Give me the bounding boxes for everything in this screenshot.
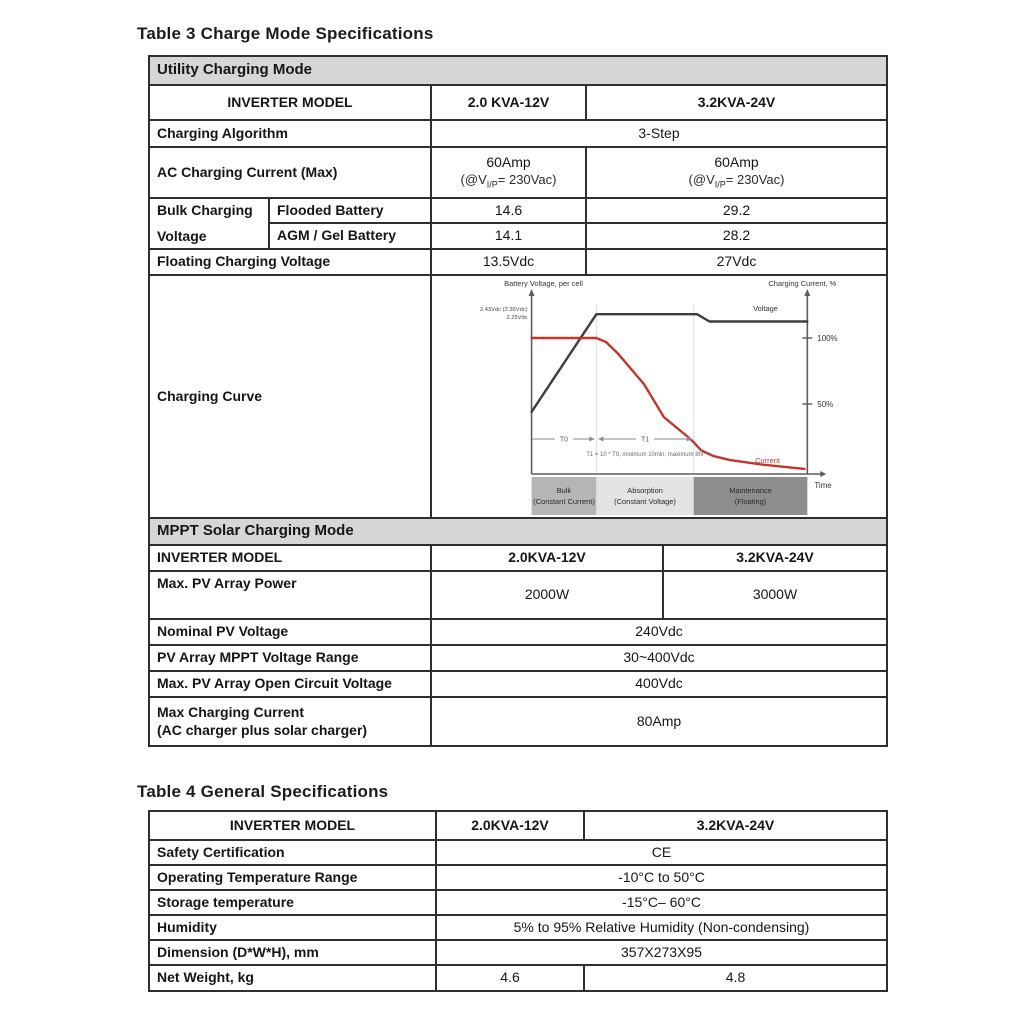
max-charging-current-line1: Max Charging Current (157, 704, 305, 720)
net-weight-label: Net Weight, kg (149, 965, 436, 991)
max-charging-current-line2: (AC charger plus solar charger) (157, 721, 368, 738)
voltage-ref-2: 2.25Vdc (506, 314, 528, 322)
bulk-label-line1: Bulk Charging (157, 201, 253, 218)
phase-name: Bulk (556, 485, 572, 496)
left-axis-title: Battery Voltage, per cell (504, 278, 583, 289)
max-pv-power-24v: 3000W (663, 571, 887, 619)
floating-value-24v: 27Vdc (586, 249, 887, 275)
agm-value-24v: 28.2 (586, 223, 887, 249)
right-tick-label: 50% (817, 399, 834, 409)
ac-charging-current-12v (431, 147, 586, 198)
pv-mppt-voltage-range-value: 30~400Vdc (431, 645, 887, 671)
mppt-model-col2: 3.2KVA-24V (663, 545, 887, 571)
net-weight-12v: 4.6 (436, 965, 584, 991)
max-pv-power-12v: 2000W (431, 571, 663, 619)
nominal-pv-voltage-value: 240Vdc (431, 619, 887, 645)
table3-title: Table 3 Charge Mode Specifications (137, 24, 434, 43)
phase-sub: (Constant Voltage) (614, 496, 676, 507)
ac-charging-current-label: AC Charging Current (Max) (149, 147, 431, 198)
bulk-charging-voltage-label (149, 198, 269, 249)
humidity-value: 5% to 95% Relative Humidity (Non-condensing) (436, 915, 887, 940)
t1-label: T1 (640, 436, 650, 444)
charging-algorithm-label: Charging Algorithm (149, 120, 431, 147)
utility-charging-table (148, 55, 888, 519)
max-charging-current-label (149, 697, 431, 746)
charging-curve-svg (432, 276, 886, 517)
charging-curve-label: Charging Curve (149, 275, 431, 518)
ac-current-amp-24v: 60Amp (714, 154, 759, 171)
cond-sub: I/P (486, 179, 498, 190)
dimension-value: 357X273X95 (436, 940, 887, 965)
operating-temperature-label: Operating Temperature Range (149, 865, 436, 890)
mppt-model-col1: 2.0KVA-12V (431, 545, 663, 571)
floating-value-12v: 13.5Vdc (431, 249, 586, 275)
flooded-value-24v: 29.2 (586, 198, 887, 223)
phase-sub: (Floating) (734, 496, 767, 507)
voltage-label: Voltage (753, 303, 778, 314)
table4-title: Table 4 General Specifications (137, 782, 389, 801)
nominal-pv-voltage-label: Nominal PV Voltage (149, 619, 431, 645)
storage-temperature-value: -15°C– 60°C (436, 890, 887, 915)
safety-certification-value: CE (436, 840, 887, 865)
cond-post: = 230Vac) (497, 171, 557, 187)
voltage-ref-1: 2.43Vdc (2.35Vdc) (479, 306, 528, 314)
humidity-label: Humidity (149, 915, 436, 940)
agm-value-12v: 14.1 (431, 223, 586, 249)
bulk-label-line2: Voltage (157, 228, 207, 244)
utility-model-col2: 3.2KVA-24V (586, 85, 887, 120)
charging-algorithm-value: 3-Step (431, 120, 887, 147)
max-charging-current-value: 80Amp (431, 697, 887, 746)
cond-sub: I/P (714, 179, 726, 190)
t-note: T1 = 10 * T0, minimum 10min; maximum 8hr (586, 451, 704, 459)
operating-temperature-value: -10°C to 50°C (436, 865, 887, 890)
ac-current-condition-24v (594, 172, 879, 191)
right-tick-label: 100% (817, 333, 838, 343)
current-label: Current (755, 455, 780, 466)
phase-sub: (Constant Current) (533, 496, 595, 507)
general-table (148, 810, 888, 992)
general-spec-table (148, 810, 888, 992)
current-line (532, 338, 805, 469)
mppt-section-header: MPPT Solar Charging Mode (149, 518, 887, 545)
dimension-label: Dimension (D*W*H), mm (149, 940, 436, 965)
phase-name: Maintenance (729, 485, 772, 496)
utility-section-header: Utility Charging Mode (149, 56, 887, 85)
cond-post: = 230Vac) (725, 171, 785, 187)
voltage-line (532, 314, 808, 412)
mppt-inverter-model-label: INVERTER MODEL (149, 545, 431, 571)
charge-mode-spec-table (148, 55, 888, 747)
utility-model-col1: 2.0 KVA-12V (431, 85, 586, 120)
general-inverter-model-label: INVERTER MODEL (149, 811, 436, 840)
general-model-col1: 2.0KVA-12V (436, 811, 584, 840)
ac-current-amp-12v: 60Amp (486, 154, 531, 171)
agm-gel-battery-label: AGM / Gel Battery (269, 223, 431, 249)
cond-pre: (@V (688, 171, 715, 187)
charging-curve-chart (432, 276, 886, 517)
storage-temperature-label: Storage temperature (149, 890, 436, 915)
flooded-value-12v: 14.6 (431, 198, 586, 223)
safety-certification-label: Safety Certification (149, 840, 436, 865)
net-weight-24v: 4.8 (584, 965, 887, 991)
cond-pre: (@V (460, 171, 487, 187)
max-pv-array-power-label: Max. PV Array Power (149, 571, 431, 619)
utility-inverter-model-label: INVERTER MODEL (149, 85, 431, 120)
max-pv-open-circuit-voltage-value: 400Vdc (431, 671, 887, 697)
x-axis-title: Time (814, 480, 832, 491)
pv-mppt-voltage-range-label: PV Array MPPT Voltage Range (149, 645, 431, 671)
mppt-charging-table (148, 517, 888, 747)
max-pv-open-circuit-voltage-label: Max. PV Array Open Circuit Voltage (149, 671, 431, 697)
right-axis-title: Charging Current, % (768, 278, 837, 289)
flooded-battery-label: Flooded Battery (269, 198, 431, 223)
floating-charging-voltage-label: Floating Charging Voltage (149, 249, 431, 275)
ac-current-condition-12v (439, 172, 578, 191)
charging-curve-cell (431, 275, 887, 518)
t0-label: T0 (559, 436, 569, 444)
phase-name: Absorption (627, 485, 663, 496)
ac-charging-current-24v (586, 147, 887, 198)
general-model-col2: 3.2KVA-24V (584, 811, 887, 840)
